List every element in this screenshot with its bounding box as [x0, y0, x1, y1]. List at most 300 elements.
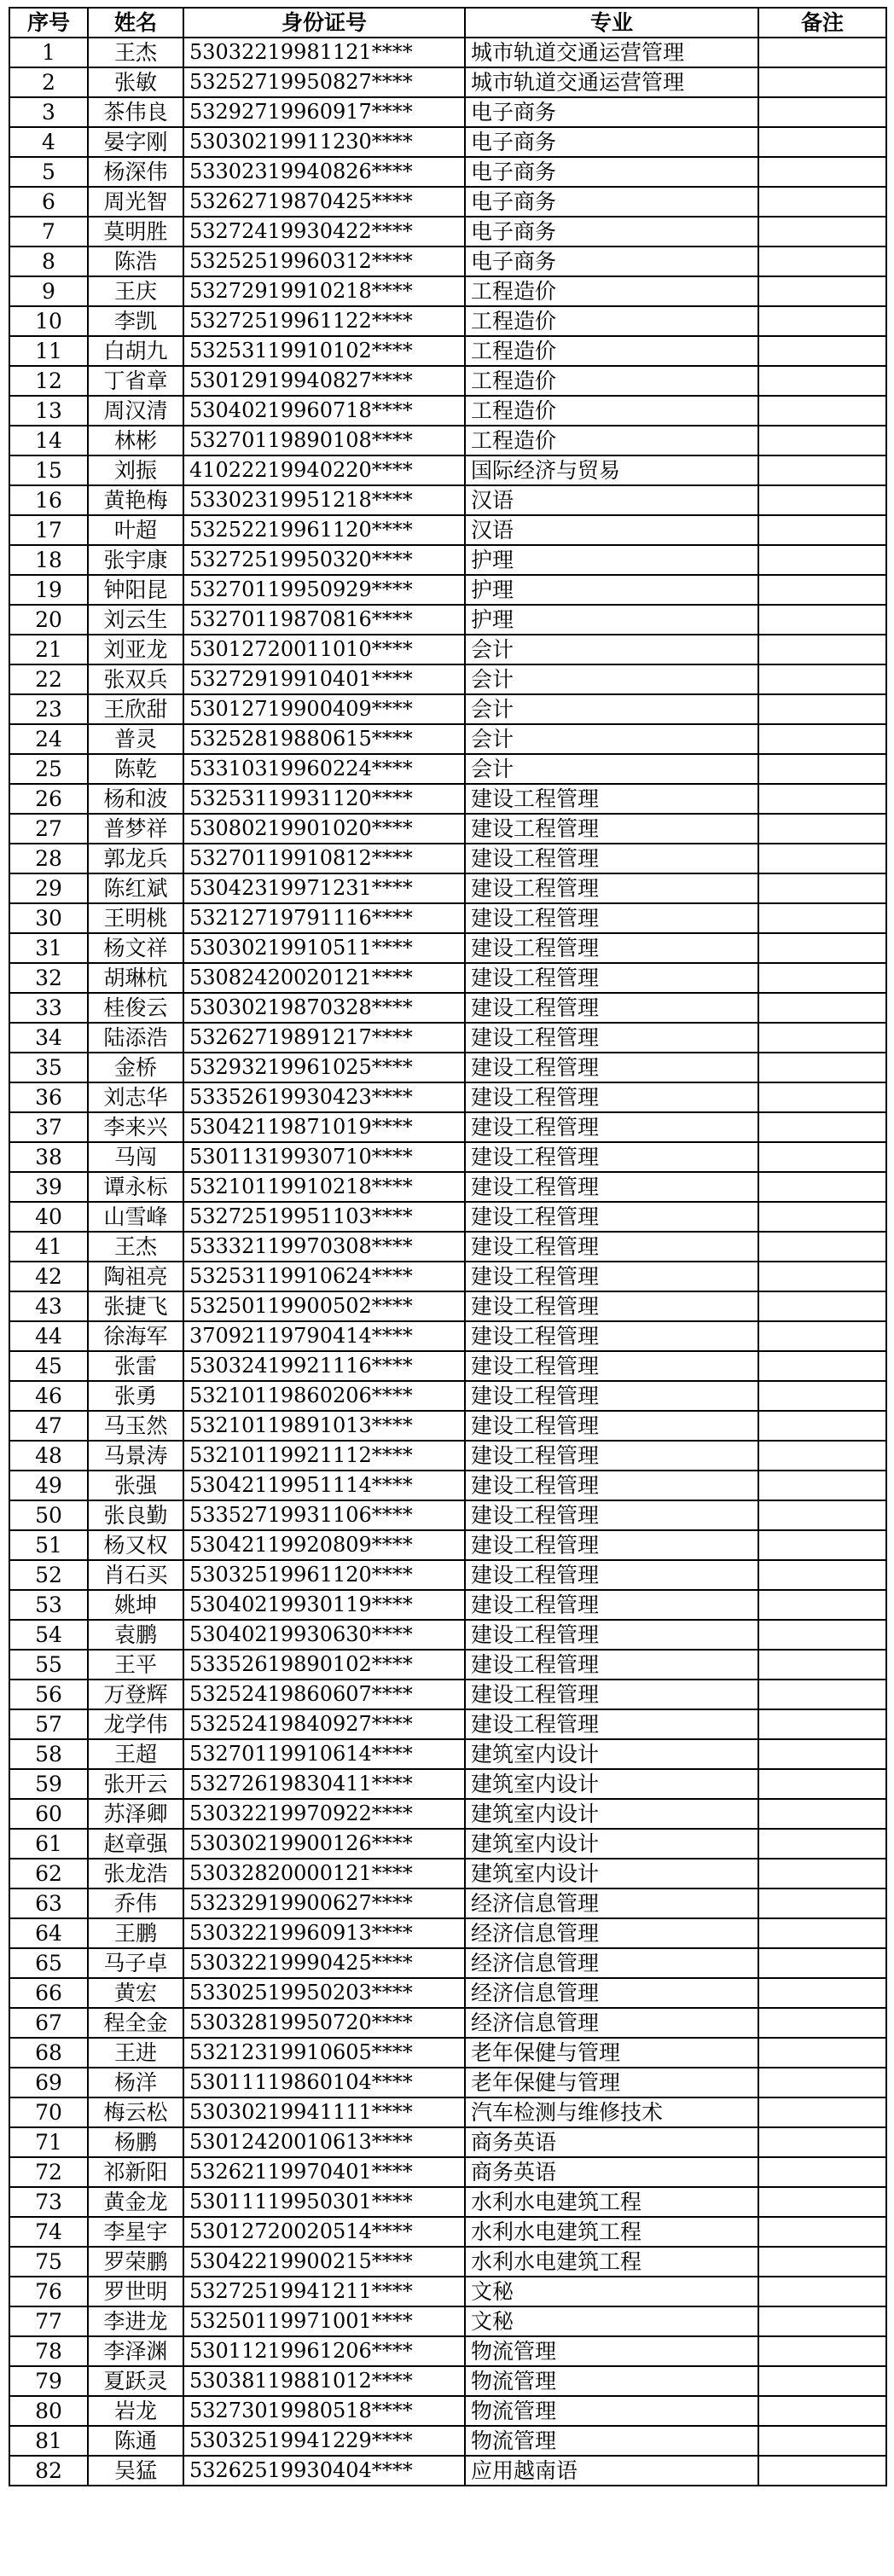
table-row — [9, 1620, 886, 1650]
cell-major: 建设工程管理 — [465, 1321, 758, 1351]
cell-major: 建设工程管理 — [465, 1620, 758, 1650]
cell-id-number: 53272519941211**** — [183, 2277, 465, 2306]
cell-serial-number: 33 — [9, 993, 88, 1023]
cell-id-number: 53270119950929**** — [183, 575, 465, 605]
cell-major: 经济信息管理 — [465, 1978, 758, 2008]
table-row — [9, 1859, 886, 1888]
cell-serial-number: 2 — [9, 67, 88, 97]
table-row — [9, 1202, 886, 1232]
cell-remarks — [758, 1650, 886, 1680]
cell-serial-number: 81 — [9, 2426, 88, 2456]
cell-remarks — [758, 217, 886, 247]
cell-major: 物流管理 — [465, 2366, 758, 2396]
table-row — [9, 1978, 886, 2008]
cell-remarks — [758, 873, 886, 903]
cell-serial-number: 24 — [9, 724, 88, 754]
cell-major: 建设工程管理 — [465, 1142, 758, 1172]
cell-remarks — [758, 1620, 886, 1650]
cell-remarks — [758, 396, 886, 426]
cell-name: 赵章强 — [88, 1829, 183, 1859]
cell-major: 护理 — [465, 545, 758, 575]
cell-major: 城市轨道交通运营管理 — [465, 67, 758, 97]
cell-serial-number: 70 — [9, 2097, 88, 2127]
cell-id-number: 53011119950301**** — [183, 2187, 465, 2217]
cell-remarks — [758, 2366, 886, 2396]
cell-serial-number: 72 — [9, 2157, 88, 2187]
cell-major: 建设工程管理 — [465, 1053, 758, 1082]
cell-id-number: 53042319971231**** — [183, 873, 465, 903]
cell-serial-number: 28 — [9, 844, 88, 873]
table-row — [9, 1321, 886, 1351]
cell-major: 汉语 — [465, 515, 758, 545]
cell-remarks — [758, 1978, 886, 2008]
cell-remarks — [758, 1023, 886, 1053]
cell-id-number: 53232919900627**** — [183, 1888, 465, 1918]
cell-name: 普灵 — [88, 724, 183, 754]
table-row — [9, 1023, 886, 1053]
cell-name: 刘志华 — [88, 1082, 183, 1112]
cell-major: 电子商务 — [465, 127, 758, 157]
table-row — [9, 2426, 886, 2456]
cell-serial-number: 19 — [9, 575, 88, 605]
cell-remarks — [758, 993, 886, 1023]
cell-major: 建设工程管理 — [465, 1590, 758, 1620]
cell-remarks — [758, 933, 886, 963]
table-row — [9, 844, 886, 873]
cell-id-number: 53250119900502**** — [183, 1291, 465, 1321]
cell-name: 万登辉 — [88, 1680, 183, 1709]
cell-name: 袁鹏 — [88, 1620, 183, 1650]
cell-name: 李星宇 — [88, 2217, 183, 2247]
cell-name: 杨深伟 — [88, 157, 183, 187]
cell-major: 建设工程管理 — [465, 873, 758, 903]
table-row — [9, 963, 886, 993]
cell-name: 马玉然 — [88, 1411, 183, 1441]
cell-serial-number: 79 — [9, 2366, 88, 2396]
cell-id-number: 41022219940220**** — [183, 455, 465, 485]
cell-serial-number: 61 — [9, 1829, 88, 1859]
cell-name: 马闯 — [88, 1142, 183, 1172]
cell-remarks — [758, 67, 886, 97]
cell-name: 谭永标 — [88, 1172, 183, 1202]
table-row — [9, 1888, 886, 1918]
cell-serial-number: 40 — [9, 1202, 88, 1232]
cell-name: 张良勤 — [88, 1500, 183, 1530]
table-row — [9, 1530, 886, 1560]
cell-major: 护理 — [465, 575, 758, 605]
cell-name: 罗荣鹏 — [88, 2247, 183, 2277]
cell-major: 建设工程管理 — [465, 814, 758, 844]
cell-serial-number: 67 — [9, 2008, 88, 2038]
table-row — [9, 2097, 886, 2127]
cell-name: 陈浩 — [88, 247, 183, 276]
cell-serial-number: 11 — [9, 336, 88, 366]
cell-serial-number: 74 — [9, 2217, 88, 2247]
cell-id-number: 53212719791116**** — [183, 903, 465, 933]
table-row — [9, 306, 886, 336]
table-row — [9, 97, 886, 127]
cell-id-number: 53032519961120**** — [183, 1560, 465, 1590]
table-row — [9, 1262, 886, 1291]
cell-major: 工程造价 — [465, 396, 758, 426]
cell-serial-number: 77 — [9, 2306, 88, 2336]
cell-remarks — [758, 963, 886, 993]
cell-id-number: 53272619830411**** — [183, 1769, 465, 1799]
cell-remarks — [758, 336, 886, 366]
cell-serial-number: 12 — [9, 366, 88, 396]
table-row — [9, 38, 886, 67]
cell-id-number: 53273019980518**** — [183, 2396, 465, 2426]
cell-name: 李进龙 — [88, 2306, 183, 2336]
cell-serial-number: 38 — [9, 1142, 88, 1172]
cell-id-number: 53210119891013**** — [183, 1411, 465, 1441]
cell-id-number: 53250119971001**** — [183, 2306, 465, 2336]
table-row — [9, 2366, 886, 2396]
table-row — [9, 1500, 886, 1530]
cell-id-number: 53302319951218**** — [183, 485, 465, 515]
cell-id-number: 53042119920809**** — [183, 1530, 465, 1560]
table-row — [9, 2187, 886, 2217]
cell-major: 会计 — [465, 724, 758, 754]
cell-name: 王进 — [88, 2038, 183, 2068]
table-row — [9, 993, 886, 1023]
cell-serial-number: 22 — [9, 664, 88, 694]
cell-remarks — [758, 1053, 886, 1082]
header-remarks: 备注 — [758, 8, 886, 38]
cell-remarks — [758, 1859, 886, 1888]
cell-name: 普梦祥 — [88, 814, 183, 844]
cell-name: 吴猛 — [88, 2456, 183, 2486]
cell-serial-number: 20 — [9, 605, 88, 635]
cell-id-number: 53252819880615**** — [183, 724, 465, 754]
cell-name: 杨鹏 — [88, 2127, 183, 2157]
cell-remarks — [758, 455, 886, 485]
cell-serial-number: 4 — [9, 127, 88, 157]
cell-id-number: 53032419921116**** — [183, 1351, 465, 1381]
cell-major: 工程造价 — [465, 276, 758, 306]
cell-major: 物流管理 — [465, 2396, 758, 2426]
cell-serial-number: 36 — [9, 1082, 88, 1112]
table-row — [9, 1650, 886, 1680]
cell-serial-number: 30 — [9, 903, 88, 933]
cell-remarks — [758, 1112, 886, 1142]
cell-serial-number: 82 — [9, 2456, 88, 2486]
header-serial-number: 序号 — [9, 8, 88, 38]
cell-serial-number: 75 — [9, 2247, 88, 2277]
cell-name: 张勇 — [88, 1381, 183, 1411]
cell-remarks — [758, 187, 886, 217]
cell-major: 水利水电建筑工程 — [465, 2247, 758, 2277]
table-body — [9, 38, 886, 2486]
cell-serial-number: 17 — [9, 515, 88, 545]
cell-name: 李凯 — [88, 306, 183, 336]
cell-major: 建筑室内设计 — [465, 1829, 758, 1859]
cell-name: 王明桃 — [88, 903, 183, 933]
table-row — [9, 1411, 886, 1441]
table-row — [9, 1082, 886, 1112]
cell-id-number: 53040219930119**** — [183, 1590, 465, 1620]
table-row — [9, 485, 886, 515]
cell-serial-number: 26 — [9, 784, 88, 814]
cell-remarks — [758, 1202, 886, 1232]
cell-serial-number: 52 — [9, 1560, 88, 1590]
cell-name: 桂俊云 — [88, 993, 183, 1023]
cell-remarks — [758, 2456, 886, 2486]
cell-id-number: 53042119871019**** — [183, 1112, 465, 1142]
cell-serial-number: 46 — [9, 1381, 88, 1411]
cell-remarks — [758, 127, 886, 157]
cell-id-number: 53042219900215**** — [183, 2247, 465, 2277]
cell-major: 文秘 — [465, 2277, 758, 2306]
cell-major: 建设工程管理 — [465, 1500, 758, 1530]
cell-major: 物流管理 — [465, 2426, 758, 2456]
cell-major: 建设工程管理 — [465, 963, 758, 993]
cell-remarks — [758, 2336, 886, 2366]
cell-major: 工程造价 — [465, 426, 758, 455]
cell-name: 祁新阳 — [88, 2157, 183, 2187]
table-row — [9, 1471, 886, 1500]
cell-name: 肖石买 — [88, 1560, 183, 1590]
cell-name: 晏字刚 — [88, 127, 183, 157]
table-row — [9, 545, 886, 575]
table-row — [9, 1381, 886, 1411]
cell-name: 李泽渊 — [88, 2336, 183, 2366]
cell-major: 建设工程管理 — [465, 1441, 758, 1471]
table-row — [9, 873, 886, 903]
cell-serial-number: 3 — [9, 97, 88, 127]
cell-id-number: 53272519951103**** — [183, 1202, 465, 1232]
cell-remarks — [758, 1172, 886, 1202]
cell-remarks — [758, 1829, 886, 1859]
cell-id-number: 53032219981121**** — [183, 38, 465, 67]
cell-serial-number: 65 — [9, 1948, 88, 1978]
cell-major: 文秘 — [465, 2306, 758, 2336]
header-row — [9, 8, 886, 38]
cell-major: 建设工程管理 — [465, 1411, 758, 1441]
cell-serial-number: 64 — [9, 1918, 88, 1948]
cell-remarks — [758, 1142, 886, 1172]
table-row — [9, 1590, 886, 1620]
table-row — [9, 1918, 886, 1948]
cell-serial-number: 27 — [9, 814, 88, 844]
cell-serial-number: 73 — [9, 2187, 88, 2217]
cell-name: 张敏 — [88, 67, 183, 97]
cell-serial-number: 80 — [9, 2396, 88, 2426]
cell-remarks — [758, 38, 886, 67]
cell-id-number: 53272419930422**** — [183, 217, 465, 247]
cell-major: 电子商务 — [465, 187, 758, 217]
cell-id-number: 53252219961120**** — [183, 515, 465, 545]
cell-id-number: 53030219911230**** — [183, 127, 465, 157]
cell-remarks — [758, 1680, 886, 1709]
table-row — [9, 2008, 886, 2038]
table-row — [9, 1948, 886, 1978]
cell-id-number: 53252419840927**** — [183, 1709, 465, 1739]
cell-major: 建设工程管理 — [465, 1560, 758, 1590]
table-row — [9, 515, 886, 545]
cell-remarks — [758, 694, 886, 724]
cell-serial-number: 14 — [9, 426, 88, 455]
cell-id-number: 53270119890108**** — [183, 426, 465, 455]
cell-major: 建设工程管理 — [465, 1112, 758, 1142]
cell-name: 胡琳杭 — [88, 963, 183, 993]
cell-major: 建设工程管理 — [465, 1023, 758, 1053]
cell-id-number: 53352619930423**** — [183, 1082, 465, 1112]
cell-major: 电子商务 — [465, 97, 758, 127]
cell-id-number: 53038119881012**** — [183, 2366, 465, 2396]
cell-name: 梅云松 — [88, 2097, 183, 2127]
cell-remarks — [758, 2217, 886, 2247]
cell-remarks — [758, 2277, 886, 2306]
cell-name: 王杰 — [88, 38, 183, 67]
cell-remarks — [758, 2008, 886, 2038]
cell-name: 陆添浩 — [88, 1023, 183, 1053]
cell-major: 会计 — [465, 694, 758, 724]
cell-major: 工程造价 — [465, 366, 758, 396]
cell-serial-number: 76 — [9, 2277, 88, 2306]
cell-serial-number: 16 — [9, 485, 88, 515]
cell-name: 茶伟良 — [88, 97, 183, 127]
cell-major: 建筑室内设计 — [465, 1859, 758, 1888]
cell-id-number: 53262119970401**** — [183, 2157, 465, 2187]
cell-id-number: 53262519930404**** — [183, 2456, 465, 2486]
cell-major: 会计 — [465, 664, 758, 694]
cell-major: 经济信息管理 — [465, 1888, 758, 1918]
cell-major: 会计 — [465, 635, 758, 664]
cell-id-number: 53042119951114**** — [183, 1471, 465, 1500]
cell-id-number: 53352719931106**** — [183, 1500, 465, 1530]
cell-name: 黄金龙 — [88, 2187, 183, 2217]
table-row — [9, 426, 886, 455]
cell-id-number: 53032219990425**** — [183, 1948, 465, 1978]
cell-major: 建设工程管理 — [465, 1262, 758, 1291]
table-row — [9, 1053, 886, 1082]
cell-id-number: 53272919910218**** — [183, 276, 465, 306]
table-row — [9, 2336, 886, 2366]
cell-name: 张龙浩 — [88, 1859, 183, 1888]
cell-serial-number: 35 — [9, 1053, 88, 1082]
table-row — [9, 903, 886, 933]
cell-major: 老年保健与管理 — [465, 2038, 758, 2068]
cell-name: 黄宏 — [88, 1978, 183, 2008]
cell-major: 应用越南语 — [465, 2456, 758, 2486]
cell-remarks — [758, 1769, 886, 1799]
cell-major: 建设工程管理 — [465, 1381, 758, 1411]
cell-name: 金桥 — [88, 1053, 183, 1082]
cell-id-number: 53253119910102**** — [183, 336, 465, 366]
cell-id-number: 53310319960224**** — [183, 754, 465, 784]
cell-name: 王杰 — [88, 1232, 183, 1262]
cell-name: 张开云 — [88, 1769, 183, 1799]
table-row — [9, 1739, 886, 1769]
cell-remarks — [758, 635, 886, 664]
table-row — [9, 336, 886, 366]
cell-serial-number: 32 — [9, 963, 88, 993]
cell-serial-number: 66 — [9, 1978, 88, 2008]
cell-serial-number: 1 — [9, 38, 88, 67]
cell-name: 马子卓 — [88, 1948, 183, 1978]
cell-remarks — [758, 724, 886, 754]
table-row — [9, 664, 886, 694]
cell-name: 龙学伟 — [88, 1709, 183, 1739]
cell-id-number: 53040219930630**** — [183, 1620, 465, 1650]
cell-major: 建筑室内设计 — [465, 1799, 758, 1829]
cell-serial-number: 21 — [9, 635, 88, 664]
cell-remarks — [758, 1918, 886, 1948]
cell-remarks — [758, 1232, 886, 1262]
roster-sheet — [9, 7, 885, 2486]
cell-major: 汽车检测与维修技术 — [465, 2097, 758, 2127]
cell-name: 程全金 — [88, 2008, 183, 2038]
cell-remarks — [758, 2247, 886, 2277]
cell-major: 经济信息管理 — [465, 1948, 758, 1978]
cell-major: 建设工程管理 — [465, 1471, 758, 1500]
cell-id-number: 53210119921112**** — [183, 1441, 465, 1471]
cell-major: 经济信息管理 — [465, 1918, 758, 1948]
cell-serial-number: 54 — [9, 1620, 88, 1650]
table-row — [9, 2217, 886, 2247]
cell-id-number: 53030219900126**** — [183, 1829, 465, 1859]
cell-id-number: 53270119870816**** — [183, 605, 465, 635]
cell-serial-number: 13 — [9, 396, 88, 426]
cell-major: 电子商务 — [465, 157, 758, 187]
cell-serial-number: 37 — [9, 1112, 88, 1142]
cell-serial-number: 29 — [9, 873, 88, 903]
cell-id-number: 53262719891217**** — [183, 1023, 465, 1053]
cell-id-number: 53302519950203**** — [183, 1978, 465, 2008]
cell-remarks — [758, 515, 886, 545]
cell-id-number: 53332119970308**** — [183, 1232, 465, 1262]
cell-name: 王鹏 — [88, 1918, 183, 1948]
cell-name: 张雷 — [88, 1351, 183, 1381]
cell-id-number: 53210119860206**** — [183, 1381, 465, 1411]
cell-serial-number: 59 — [9, 1769, 88, 1799]
cell-major: 建设工程管理 — [465, 844, 758, 873]
cell-major: 建筑室内设计 — [465, 1769, 758, 1799]
cell-remarks — [758, 1262, 886, 1291]
cell-name: 王平 — [88, 1650, 183, 1680]
cell-major: 电子商务 — [465, 247, 758, 276]
cell-serial-number: 45 — [9, 1351, 88, 1381]
cell-serial-number: 23 — [9, 694, 88, 724]
cell-major: 建设工程管理 — [465, 1232, 758, 1262]
cell-major: 经济信息管理 — [465, 2008, 758, 2038]
table-row — [9, 1142, 886, 1172]
cell-serial-number: 6 — [9, 187, 88, 217]
cell-major: 建设工程管理 — [465, 933, 758, 963]
cell-name: 马景涛 — [88, 1441, 183, 1471]
table-row — [9, 1769, 886, 1799]
cell-serial-number: 18 — [9, 545, 88, 575]
table-row — [9, 2127, 886, 2157]
table-row — [9, 1291, 886, 1321]
cell-serial-number: 43 — [9, 1291, 88, 1321]
cell-remarks — [758, 1560, 886, 1590]
table-row — [9, 1680, 886, 1709]
table-row — [9, 1172, 886, 1202]
cell-serial-number: 71 — [9, 2127, 88, 2157]
cell-major: 国际经济与贸易 — [465, 455, 758, 485]
cell-major: 建设工程管理 — [465, 993, 758, 1023]
cell-remarks — [758, 276, 886, 306]
cell-remarks — [758, 784, 886, 814]
cell-serial-number: 42 — [9, 1262, 88, 1291]
cell-serial-number: 60 — [9, 1799, 88, 1829]
cell-remarks — [758, 1351, 886, 1381]
cell-name: 夏跃灵 — [88, 2366, 183, 2396]
cell-serial-number: 50 — [9, 1500, 88, 1530]
cell-serial-number: 63 — [9, 1888, 88, 1918]
